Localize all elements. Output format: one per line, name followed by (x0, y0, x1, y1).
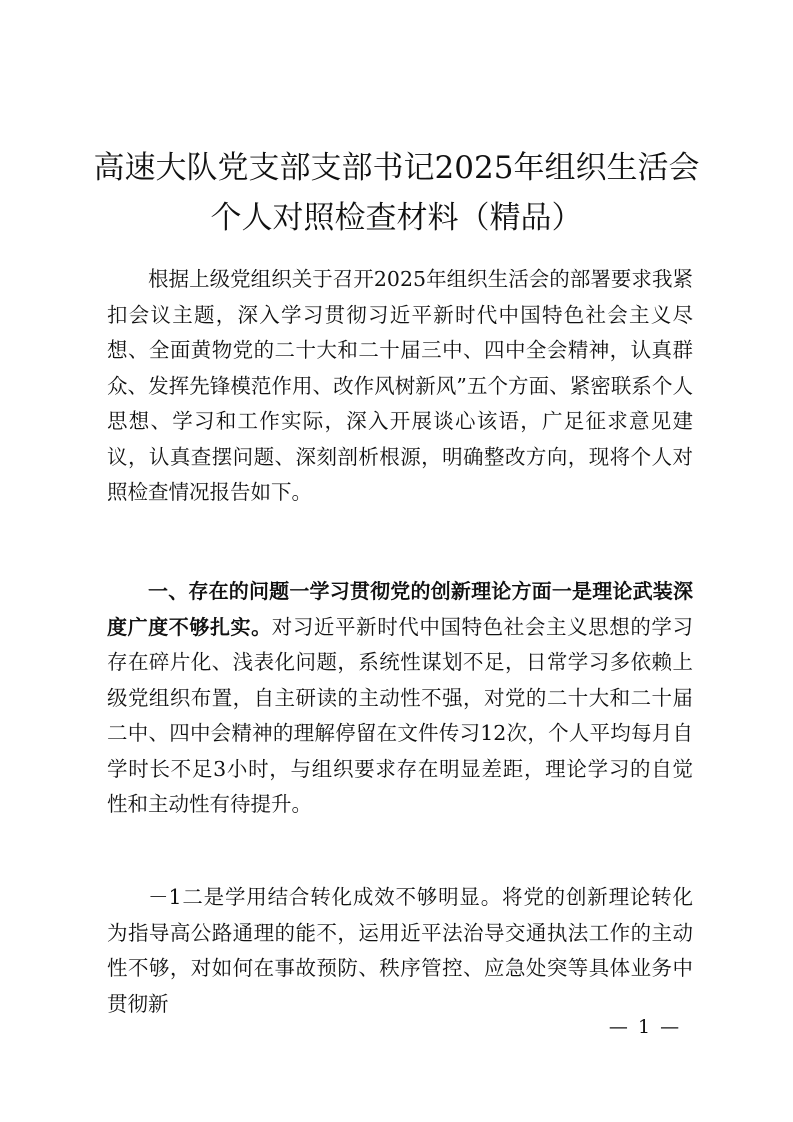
section-2-paragraph: －1二是学用结合转化成效不够明显。将党的创新理论转化为指导高公路通理的能不，运用近平法治导交通执法工作的主动性不够，对如何在事故预防、秩序管控、应急处突等具体业务中贯彻新 (107, 885, 693, 1016)
intro-paragraph: 根据上级党组织关于召开2025年组织生活会的部署要求我紧扣会议主题，深入学习贯彻习近平新时代中国特色社会主义尽想、全面黄物党的二十大和二十届三中、四中全会精神，认真群众、发挥先锋模范作用、改作风树新风”五个方面、紧密联系个人思想、学习和工作实际，深入开展谈心该语，广足征求意见建议，认真查摆问题、深刻剖析根源，明确整改方向，现将个人对照检查情况报告如下。 (107, 267, 693, 504)
page-number: — 1 — (608, 1016, 682, 1038)
section-1-heading: 一、存在的问题一学习贯彻党的创新理论方面一是理论武装深度广度不够扎实。 (107, 579, 693, 639)
document-title-line-2: 个人对照检查材料（精品） (210, 200, 583, 236)
section-1-paragraph (107, 574, 693, 823)
document-title-line-1: 高速大队党支部支部书记2025年组织生活会 (93, 150, 700, 186)
section-1-body: 对习近平新时代中国特色社会主义思想的学习存在碎片化、浅表化问题，系统性谋划不足，日常学习多依赖上级党组织布置，自主研读的主动性不强，对党的二十大和二十届二中、四中会精神的理解停留在文件传习12次，个人平均每月自学时长不足3小时，与组织要求存在明显差距，理论学习的自觉性和主动性有待提升。 (107, 614, 694, 816)
